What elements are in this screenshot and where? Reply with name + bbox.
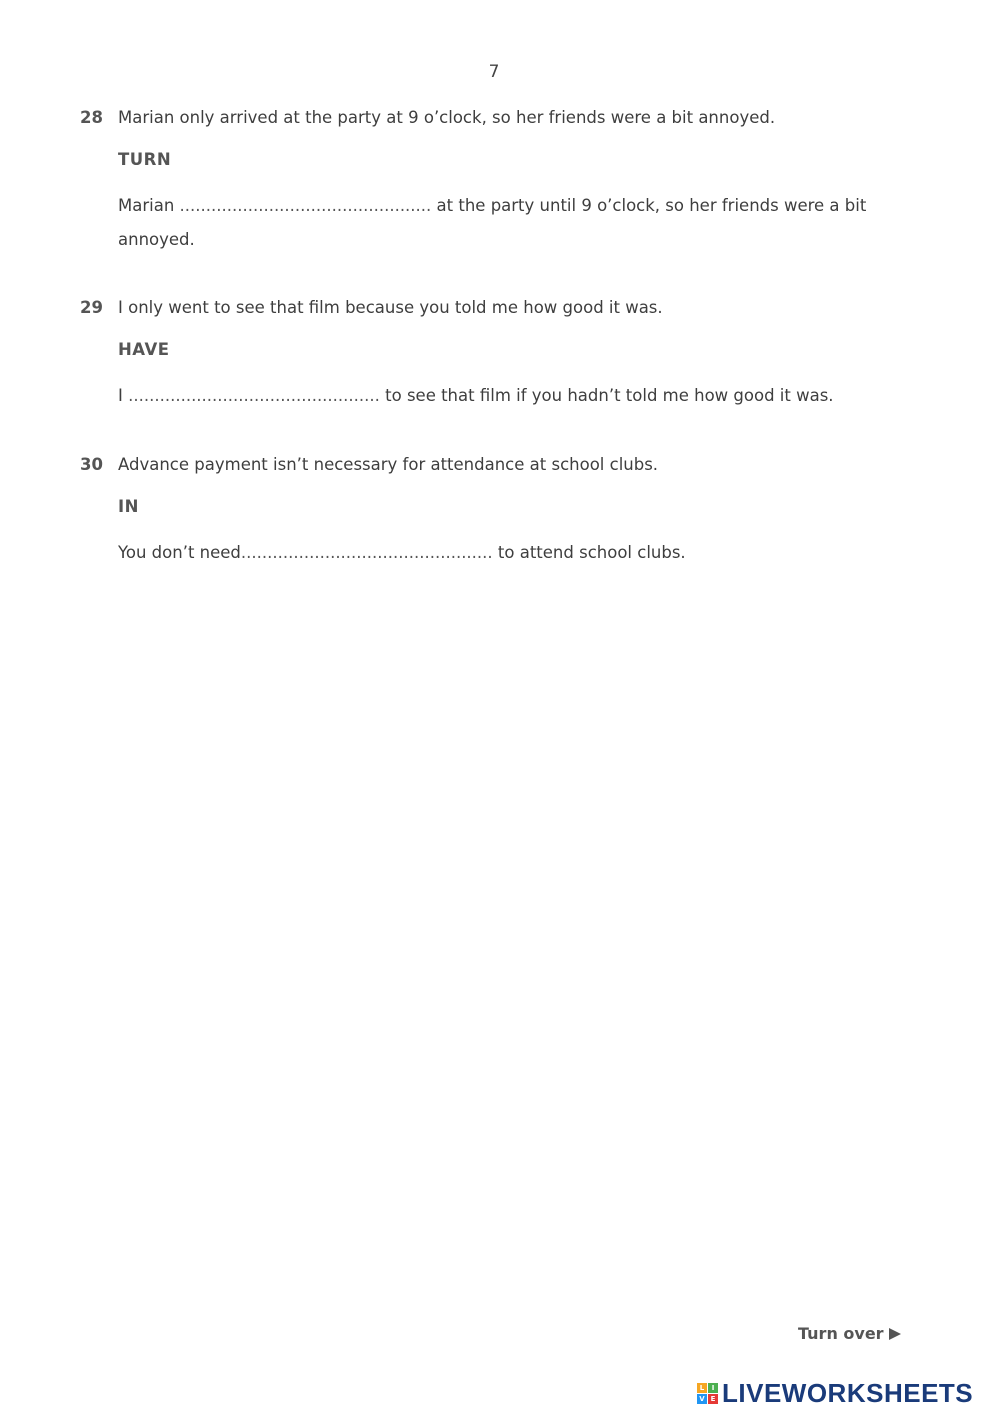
liveworksheets-watermark	[697, 1378, 973, 1409]
keyword: IN	[118, 497, 139, 516]
answer-blank[interactable]: ................................................	[240, 543, 493, 562]
answer-before: I	[118, 386, 129, 405]
answer-after: to see that film if you hadn’t told me how good it was.	[379, 386, 834, 405]
question-29	[80, 296, 920, 413]
turn-over-text: Turn over	[798, 1324, 884, 1343]
question-sentence: Marian only arrived at the party at 9 o’clock, so her friends were a bit annoyed.	[118, 108, 776, 127]
answer-before: You don’t need	[118, 543, 241, 562]
logo-letter: V	[697, 1394, 707, 1404]
play-arrow-icon	[889, 1328, 901, 1340]
answer-blank[interactable]: ................................................	[128, 386, 380, 405]
page-number: 7	[488, 62, 500, 82]
logo-letter: E	[708, 1394, 718, 1404]
question-number: 30	[80, 455, 103, 474]
question-28	[80, 106, 920, 257]
question-sentence: I only went to see that film because you told me how good it was.	[118, 298, 663, 317]
question-number: 28	[80, 108, 103, 127]
question-sentence-line	[80, 453, 920, 477]
watermark-text: LIVEWORKSHEETS	[722, 1378, 974, 1408]
answer-sentence	[118, 189, 898, 257]
logo-letter: I	[708, 1383, 718, 1393]
turn-over-label	[798, 1324, 901, 1343]
answer-after: to attend school clubs.	[492, 543, 686, 562]
answer-sentence	[118, 536, 898, 570]
question-sentence-line	[80, 106, 920, 130]
answer-blank[interactable]: ................................................	[179, 196, 432, 215]
question-sentence-line	[80, 296, 920, 320]
answer-before: Marian	[118, 196, 180, 215]
liveworksheets-logo-icon	[697, 1383, 718, 1404]
question-number: 29	[80, 298, 103, 317]
keyword: TURN	[118, 150, 172, 169]
keyword: HAVE	[118, 340, 170, 359]
question-30	[80, 453, 920, 570]
question-sentence: Advance payment isn’t necessary for attendance at school clubs.	[118, 455, 659, 474]
answer-sentence	[118, 379, 898, 413]
answer-after: at the party until 9 o’clock, so her friends were a bit annoyed.	[118, 196, 867, 249]
logo-letter: L	[697, 1383, 707, 1393]
